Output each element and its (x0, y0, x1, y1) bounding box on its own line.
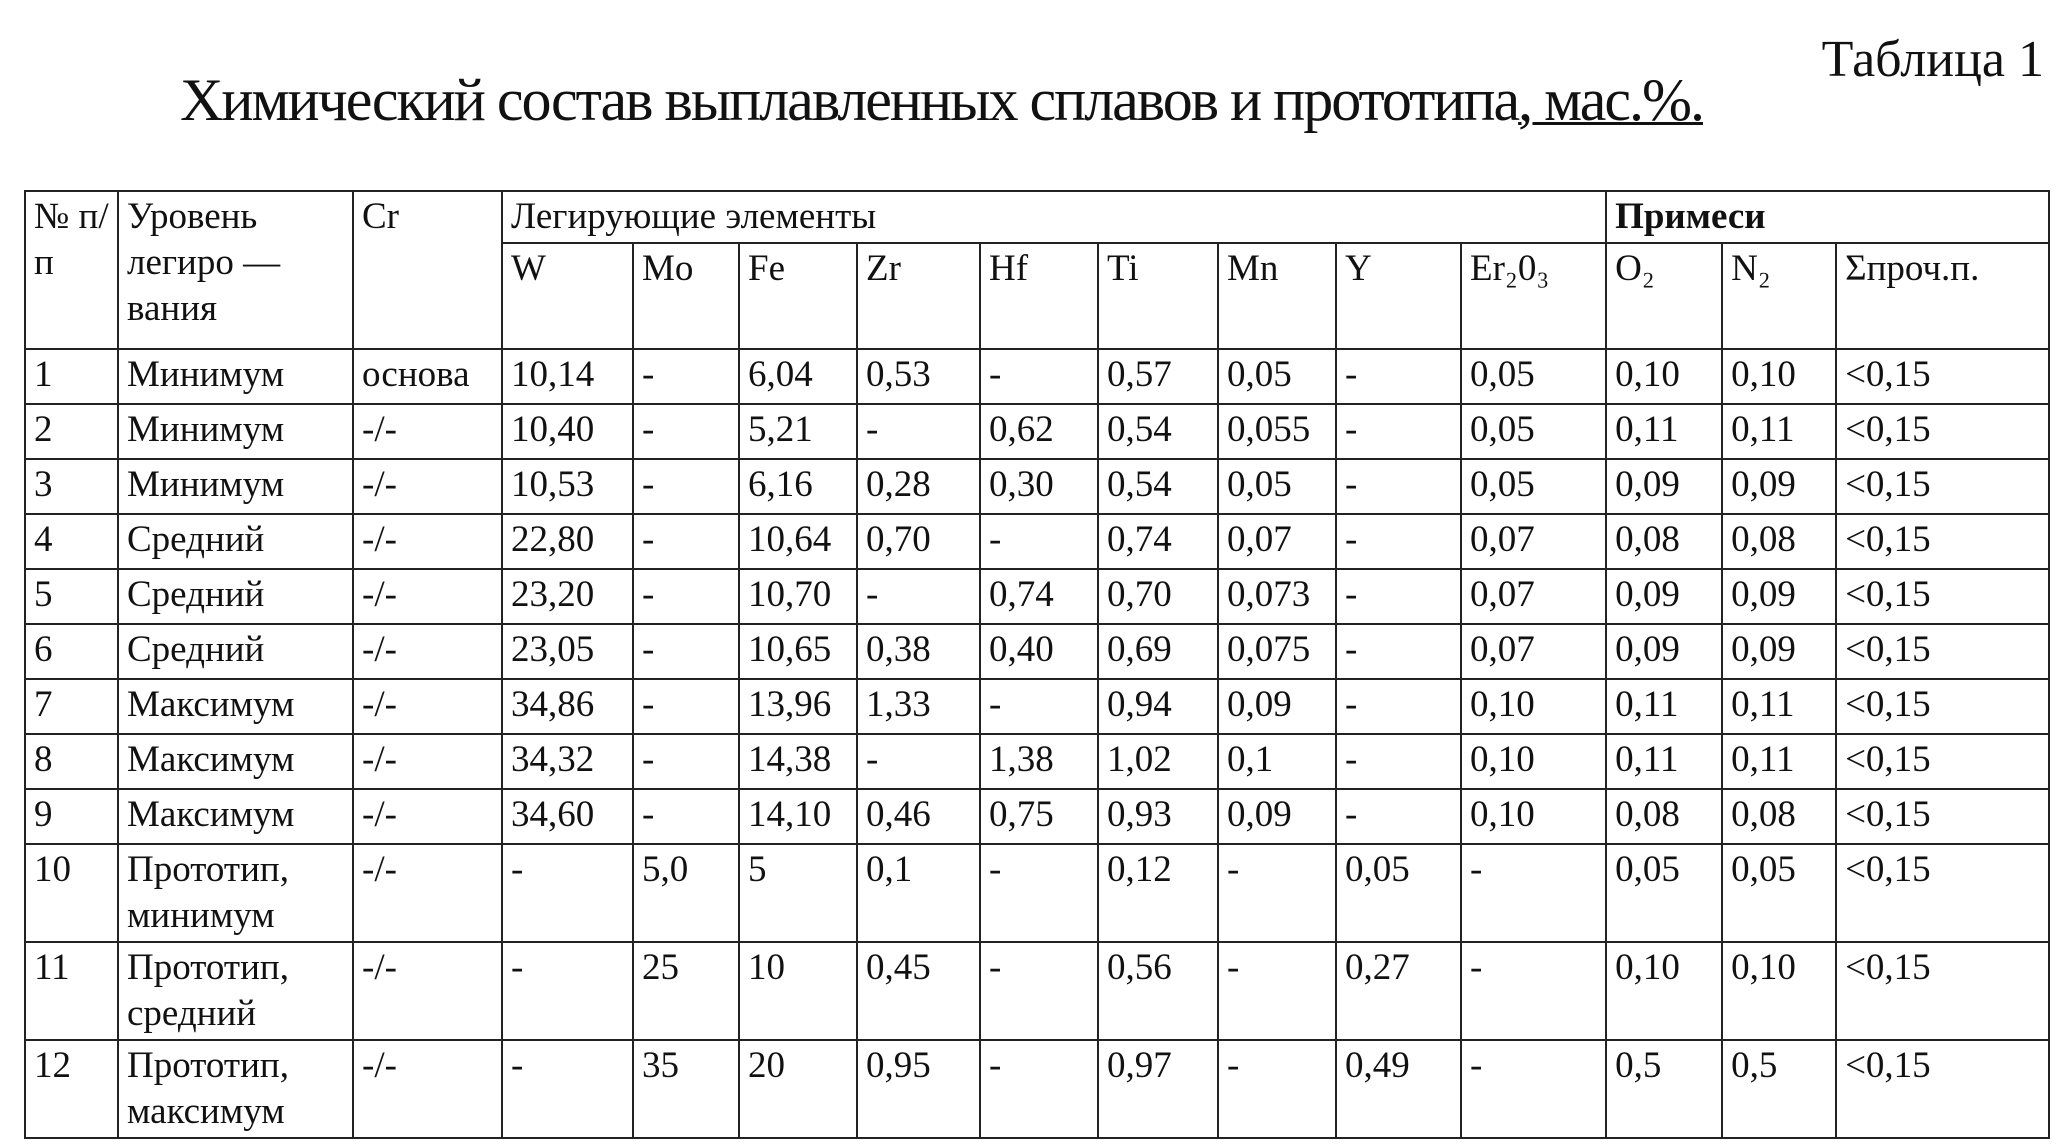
table-cell: <0,15 (1836, 404, 2049, 459)
table-cell: 0,05 (1461, 349, 1606, 404)
table-cell: 35 (633, 1040, 739, 1138)
header-impurity: N₂ (1722, 243, 1836, 349)
composition-table (24, 190, 2050, 1139)
table-cell: - (1336, 624, 1461, 679)
table-cell: 2 (25, 404, 118, 459)
table-cell: - (1336, 569, 1461, 624)
table-cell: 22,80 (502, 514, 633, 569)
table-cell: 0,70 (1098, 569, 1218, 624)
table-cell: 0,74 (1098, 514, 1218, 569)
table-cell: Средний (118, 624, 353, 679)
table-cell: <0,15 (1836, 459, 2049, 514)
table-cell: 0,09 (1218, 789, 1336, 844)
header-row-groups (25, 191, 2049, 243)
table-cell: 11 (25, 942, 118, 1040)
table-cell: - (633, 789, 739, 844)
table-cell: Минимум (118, 404, 353, 459)
table-cell: 0,45 (857, 942, 980, 1040)
table-cell: - (502, 1040, 633, 1138)
table-cell: - (1336, 514, 1461, 569)
table-row (25, 404, 2049, 459)
table-cell: 0,05 (1606, 844, 1722, 942)
header-element: Ti (1098, 243, 1218, 349)
table-cell: -/- (353, 404, 502, 459)
table-cell: 5 (739, 844, 857, 942)
title-main: Химический состав выплавленных сплавов и прототипа (180, 67, 1519, 133)
table-cell: Средний (118, 514, 353, 569)
table-cell: - (633, 349, 739, 404)
table-cell: 0,10 (1461, 789, 1606, 844)
table-cell: 0,05 (1461, 404, 1606, 459)
table-cell: 34,32 (502, 734, 633, 789)
table-row (25, 844, 2049, 942)
table-cell: 0,10 (1722, 349, 1836, 404)
table-cell: 0,075 (1218, 624, 1336, 679)
table-cell: 3 (25, 459, 118, 514)
table-cell: 10,40 (502, 404, 633, 459)
table-cell: <0,15 (1836, 844, 2049, 942)
table-cell: 8 (25, 734, 118, 789)
table-cell: 5,21 (739, 404, 857, 459)
table-cell: 0,54 (1098, 459, 1218, 514)
table-cell: Минимум (118, 349, 353, 404)
table-row (25, 624, 2049, 679)
table-cell: <0,15 (1836, 569, 2049, 624)
header-element: Y (1336, 243, 1461, 349)
table-cell: 0,09 (1606, 459, 1722, 514)
table-row (25, 349, 2049, 404)
table-row (25, 734, 2049, 789)
table-cell: 5,0 (633, 844, 739, 942)
table-cell: 0,10 (1722, 942, 1836, 1040)
table-cell: 0,10 (1606, 942, 1722, 1040)
header-element: W (502, 243, 633, 349)
table-cell: - (1336, 679, 1461, 734)
header-element: Er₂0₃ (1461, 243, 1606, 349)
table-cell: 7 (25, 679, 118, 734)
table-cell: - (980, 1040, 1098, 1138)
table-cell: Максимум (118, 679, 353, 734)
table-cell: 23,05 (502, 624, 633, 679)
table-cell: 0,07 (1461, 569, 1606, 624)
table-cell: Минимум (118, 459, 353, 514)
table-cell: Максимум (118, 789, 353, 844)
table-cell: 0,57 (1098, 349, 1218, 404)
table-cell: 0,10 (1606, 349, 1722, 404)
table-cell: 6,04 (739, 349, 857, 404)
table-row (25, 942, 2049, 1040)
table-cell: - (980, 349, 1098, 404)
table-cell: 1,33 (857, 679, 980, 734)
table-row (25, 789, 2049, 844)
table-cell: 0,28 (857, 459, 980, 514)
table-cell: 0,05 (1218, 459, 1336, 514)
table-cell: 0,07 (1461, 624, 1606, 679)
table-cell: <0,15 (1836, 942, 2049, 1040)
table-cell: - (1218, 844, 1336, 942)
title-units: , мас.%. (1518, 67, 1703, 133)
table-cell: 0,11 (1722, 734, 1836, 789)
table-cell: 0,69 (1098, 624, 1218, 679)
table-cell: 0,11 (1722, 404, 1836, 459)
table-cell: - (980, 844, 1098, 942)
table-cell: 0,08 (1722, 789, 1836, 844)
table-cell: -/- (353, 789, 502, 844)
table-cell: 13,96 (739, 679, 857, 734)
table-cell: 0,11 (1606, 679, 1722, 734)
table-cell: 10,53 (502, 459, 633, 514)
table-cell: 0,05 (1722, 844, 1836, 942)
table-cell: 14,38 (739, 734, 857, 789)
table-cell: 0,5 (1606, 1040, 1722, 1138)
table-cell: 20 (739, 1040, 857, 1138)
table-cell: 0,54 (1098, 404, 1218, 459)
table-cell: 0,62 (980, 404, 1098, 459)
table-cell: 25 (633, 942, 739, 1040)
table-cell: 0,11 (1722, 679, 1836, 734)
table-cell: 10,70 (739, 569, 857, 624)
table-cell: 0,08 (1606, 789, 1722, 844)
header-element: Mo (633, 243, 739, 349)
table-cell: - (1336, 459, 1461, 514)
table-cell: - (980, 679, 1098, 734)
table-cell: 0,38 (857, 624, 980, 679)
table-cell: 9 (25, 789, 118, 844)
table-cell: - (502, 844, 633, 942)
table-cell: Прототип, средний (118, 942, 353, 1040)
table-cell: -/- (353, 624, 502, 679)
table-cell: -/- (353, 734, 502, 789)
table-cell: 0,11 (1606, 734, 1722, 789)
table-cell: 5 (25, 569, 118, 624)
table-cell: 14,10 (739, 789, 857, 844)
table-cell: 0,95 (857, 1040, 980, 1138)
header-alloying: Легирующие элементы (502, 191, 1606, 243)
table-cell: - (1218, 942, 1336, 1040)
table-cell: 0,11 (1606, 404, 1722, 459)
header-element: Fe (739, 243, 857, 349)
table-cell: 12 (25, 1040, 118, 1138)
table-cell: 0,75 (980, 789, 1098, 844)
table-cell: - (502, 942, 633, 1040)
table-cell: основа (353, 349, 502, 404)
table-cell: - (857, 569, 980, 624)
table-cell: - (1461, 844, 1606, 942)
table-cell: 0,09 (1722, 624, 1836, 679)
table-cell: 0,56 (1098, 942, 1218, 1040)
table-cell: 23,20 (502, 569, 633, 624)
table-cell: 0,53 (857, 349, 980, 404)
table-cell: - (633, 569, 739, 624)
table-cell: 0,05 (1336, 844, 1461, 942)
table-cell: 0,08 (1722, 514, 1836, 569)
header-impurity: Σпроч.п. (1836, 243, 2049, 349)
table-cell: 10 (25, 844, 118, 942)
table-cell: <0,15 (1836, 514, 2049, 569)
table-cell: - (857, 734, 980, 789)
table-cell: -/- (353, 514, 502, 569)
table-cell: - (1461, 1040, 1606, 1138)
header-num: № п/ п (25, 191, 118, 349)
table-row (25, 1040, 2049, 1138)
table-cell: 6,16 (739, 459, 857, 514)
table-cell: <0,15 (1836, 679, 2049, 734)
table-cell: 0,93 (1098, 789, 1218, 844)
table-cell: 0,27 (1336, 942, 1461, 1040)
header-element: Mn (1218, 243, 1336, 349)
table-cell: 0,07 (1461, 514, 1606, 569)
table-cell: -/- (353, 679, 502, 734)
table-label: Таблица 1 (1821, 31, 2044, 88)
table-cell: 0,74 (980, 569, 1098, 624)
table-cell: Максимум (118, 734, 353, 789)
header-element: Hf (980, 243, 1098, 349)
table-cell: <0,15 (1836, 1040, 2049, 1138)
table-row (25, 459, 2049, 514)
table-cell: 0,40 (980, 624, 1098, 679)
table-cell: - (1218, 1040, 1336, 1138)
table-cell: - (980, 514, 1098, 569)
table-cell: Прототип, максимум (118, 1040, 353, 1138)
table-cell: 1,02 (1098, 734, 1218, 789)
table-cell: - (980, 942, 1098, 1040)
header-impurity: O₂ (1606, 243, 1722, 349)
table-cell: 1 (25, 349, 118, 404)
table-cell: -/- (353, 844, 502, 942)
table-cell: - (1336, 349, 1461, 404)
table-cell: 0,5 (1722, 1040, 1836, 1138)
table-cell: 6 (25, 624, 118, 679)
table-cell: 0,49 (1336, 1040, 1461, 1138)
table-cell: 1,38 (980, 734, 1098, 789)
table-cell: - (633, 734, 739, 789)
table-row (25, 569, 2049, 624)
table-cell: 0,12 (1098, 844, 1218, 942)
table-cell: 10 (739, 942, 857, 1040)
table-cell: 0,05 (1218, 349, 1336, 404)
table-cell: 0,46 (857, 789, 980, 844)
table-cell: <0,15 (1836, 624, 2049, 679)
table-cell: -/- (353, 942, 502, 1040)
table-cell: 0,055 (1218, 404, 1336, 459)
table-cell: 0,073 (1218, 569, 1336, 624)
header-impurities: Примеси (1606, 191, 2049, 243)
header-element: Zr (857, 243, 980, 349)
table-cell: 0,09 (1606, 624, 1722, 679)
table-cell: 4 (25, 514, 118, 569)
table-cell: - (633, 679, 739, 734)
table-cell: 34,60 (502, 789, 633, 844)
table-cell: 0,70 (857, 514, 980, 569)
table-cell: - (1336, 734, 1461, 789)
table-cell: -/- (353, 569, 502, 624)
table-row (25, 679, 2049, 734)
table-cell: -/- (353, 1040, 502, 1138)
table-cell: - (633, 514, 739, 569)
table-cell: 0,05 (1461, 459, 1606, 514)
table-row (25, 514, 2049, 569)
table-cell: Средний (118, 569, 353, 624)
table-cell: 0,08 (1606, 514, 1722, 569)
table-cell: - (1461, 942, 1606, 1040)
document-title (180, 66, 1703, 135)
table-cell: -/- (353, 459, 502, 514)
table-cell: - (633, 459, 739, 514)
table-cell: - (1336, 789, 1461, 844)
table-cell: - (633, 404, 739, 459)
table-cell: 10,14 (502, 349, 633, 404)
table-cell: 0,1 (857, 844, 980, 942)
table-cell: - (633, 624, 739, 679)
table-cell: 0,09 (1606, 569, 1722, 624)
table-cell: 34,86 (502, 679, 633, 734)
table-cell: 0,09 (1722, 569, 1836, 624)
table-cell: 0,94 (1098, 679, 1218, 734)
table-cell: <0,15 (1836, 349, 2049, 404)
table-cell: 0,10 (1461, 734, 1606, 789)
table-cell: Прототип, минимум (118, 844, 353, 942)
table-cell: <0,15 (1836, 789, 2049, 844)
table-cell: 10,65 (739, 624, 857, 679)
table-cell: 0,1 (1218, 734, 1336, 789)
table-cell: - (857, 404, 980, 459)
table-cell: 0,09 (1722, 459, 1836, 514)
table-cell: - (1336, 404, 1461, 459)
header-cr: Cr (353, 191, 502, 349)
table-cell: 0,09 (1218, 679, 1336, 734)
table-cell: 0,30 (980, 459, 1098, 514)
table-cell: 0,07 (1218, 514, 1336, 569)
header-level: Уровень легиро — вания (118, 191, 353, 349)
table-cell: 0,10 (1461, 679, 1606, 734)
table-cell: 0,97 (1098, 1040, 1218, 1138)
table-cell: 10,64 (739, 514, 857, 569)
table-cell: <0,15 (1836, 734, 2049, 789)
